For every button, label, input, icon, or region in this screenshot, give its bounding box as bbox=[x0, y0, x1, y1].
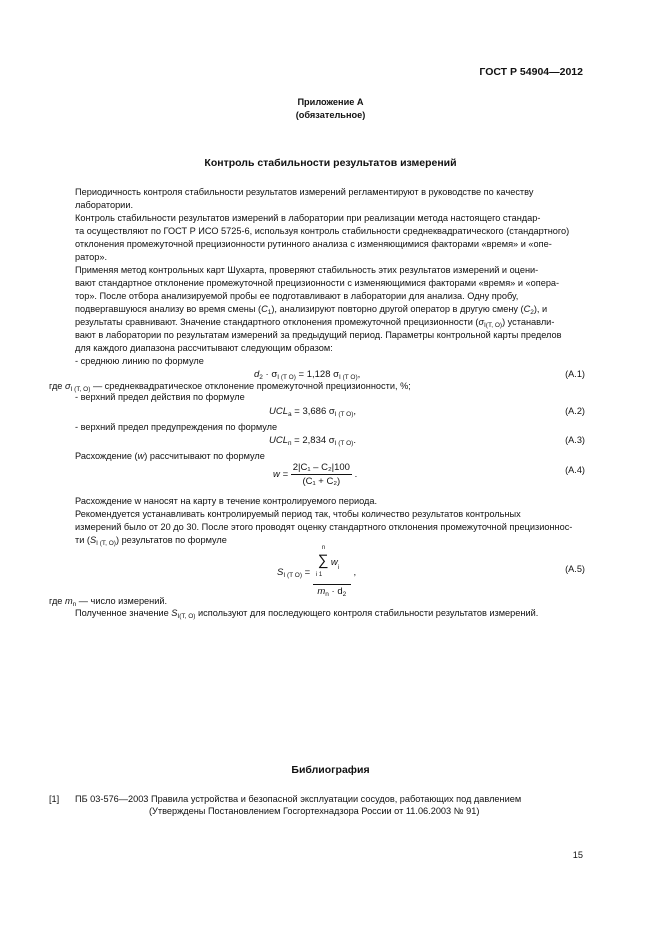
text-run: , bbox=[353, 406, 357, 417]
paragraph-line: вают в лаборатории по результатам измерений за предыдущий период. Параметры контрольной карты пределов bbox=[75, 330, 562, 340]
equation-number: (А.2) bbox=[565, 406, 585, 416]
symbol: S bbox=[171, 608, 178, 618]
subscript: 2 bbox=[342, 591, 347, 598]
text-run: где bbox=[49, 381, 63, 391]
subscript: I (T O) bbox=[334, 411, 354, 418]
paragraph-line bbox=[75, 607, 538, 624]
symbol: S bbox=[277, 566, 284, 578]
equation-number: (А.5) bbox=[565, 564, 585, 574]
paragraph-line: отклонения промежуточной прецизионности рутинного анализа с изменяющимися факторами «время» и «опе- bbox=[75, 239, 552, 249]
sum-lower-limit: i 1 bbox=[315, 572, 323, 578]
subscript: I (T, O) bbox=[70, 386, 91, 393]
list-item: - верхний предел предупреждения по формуле bbox=[75, 422, 278, 432]
paragraph-line bbox=[75, 450, 265, 463]
equation-number: (А.4) bbox=[565, 465, 585, 475]
symbol: σ bbox=[478, 317, 484, 327]
subscript: I(T, O) bbox=[177, 613, 196, 620]
text-run: Полученное значение bbox=[75, 608, 172, 618]
symbol: m bbox=[317, 586, 326, 597]
appendix-title: Приложение А bbox=[297, 97, 364, 107]
section-title: Контроль стабильности результатов измерений bbox=[204, 157, 457, 169]
appendix-type: (обязательное) bbox=[295, 110, 366, 120]
bibliography-item-number: [1] bbox=[49, 794, 60, 804]
formula-a5 bbox=[277, 547, 356, 598]
subscript: I(T, O) bbox=[484, 322, 503, 329]
subscript: n bbox=[72, 601, 77, 608]
sum-symbol: ∑ bbox=[317, 552, 329, 569]
text-run: ) рассчитывают по формуле bbox=[144, 451, 265, 461]
text-run: ), и bbox=[533, 304, 548, 314]
subscript: 1 bbox=[267, 309, 272, 316]
formula-a4 bbox=[273, 462, 357, 487]
subscript: I (T O) bbox=[283, 571, 302, 579]
text-run: . bbox=[354, 469, 358, 481]
symbol: S bbox=[89, 535, 97, 545]
paragraph-line: Рекомендуется устанавливать контролируемый период так, чтобы количество результатов контрольных bbox=[75, 509, 521, 519]
equation-number: (А.3) bbox=[565, 435, 585, 445]
text-run: Расхождение ( bbox=[75, 451, 138, 461]
page-number: 15 bbox=[572, 850, 583, 860]
text-run: = 2,834 σ bbox=[291, 435, 335, 446]
text-run: — среднеквадратическое отклонение промежуточной прецизионности, %; bbox=[90, 381, 411, 391]
text-run: — число измерений. bbox=[76, 596, 168, 606]
equation-number: (А.1) bbox=[565, 369, 585, 379]
text-run: . bbox=[353, 435, 356, 446]
subscript: 2 bbox=[259, 374, 263, 381]
subscript: I (T O) bbox=[334, 440, 354, 447]
fraction bbox=[313, 547, 351, 598]
list-item: - верхний предел действия по формуле bbox=[75, 392, 245, 402]
text-run: ) результатов по формуле bbox=[115, 535, 227, 545]
fraction-numerator bbox=[313, 547, 351, 585]
symbol: w = bbox=[273, 469, 289, 481]
text-run: где bbox=[49, 596, 65, 606]
text-run: · d bbox=[328, 586, 343, 597]
text-run: ) устанавли- bbox=[502, 317, 555, 327]
symbol: UCL bbox=[269, 435, 289, 446]
symbol: σ bbox=[64, 381, 71, 391]
text-run: ти ( bbox=[75, 535, 90, 545]
symbol: d bbox=[254, 369, 260, 380]
text-run: используют для последующего контроля стабильности результатов измерений. bbox=[195, 608, 539, 618]
list-item: - среднюю линию по формуле bbox=[75, 356, 204, 366]
formula-a3 bbox=[269, 435, 356, 447]
fraction-denominator: (C₁ + C₂) bbox=[302, 476, 341, 487]
text-run: = bbox=[302, 566, 311, 578]
bibliography-title: Библиография bbox=[291, 764, 370, 776]
paragraph-line: тор». После отбора анализируемой пробы ее подготавливают в лаборатории для анализа. Одну пробу, bbox=[75, 291, 519, 301]
text-run: ), анализируют повторно другой оператор в другую смену ( bbox=[271, 304, 524, 314]
symbol: UCL bbox=[269, 406, 289, 417]
subscript: i bbox=[337, 565, 340, 571]
symbol: m bbox=[64, 596, 73, 606]
paragraph-line: та осуществляют по ГОСТ Р ИСО 5725-6, используя контроль стабильности среднеквадратического (стандартного) bbox=[75, 226, 570, 236]
text-run: · σ bbox=[262, 369, 278, 380]
paragraph-line: Расхождение w наносят на карту в течение контролируемого периода. bbox=[75, 496, 378, 506]
text-run: , bbox=[357, 369, 361, 380]
fraction bbox=[291, 462, 352, 487]
bibliography-item-line: (Утверждены Постановлением Госгортехнадзора России от 11.06.2003 № 91) bbox=[149, 806, 480, 816]
symbol: C bbox=[523, 304, 531, 314]
paragraph-line: лаборатории. bbox=[75, 200, 134, 210]
symbol: w bbox=[330, 557, 338, 568]
fraction-numerator: 2|C₁ – C₂|100 bbox=[292, 462, 350, 473]
paragraph-line: Периодичность контроля стабильности результатов измерений регламентируют в руководстве по качеству bbox=[75, 187, 534, 197]
subscript: а bbox=[288, 411, 292, 418]
subscript: п bbox=[288, 440, 292, 447]
symbol: C bbox=[261, 304, 268, 314]
subscript: n bbox=[325, 591, 329, 598]
paragraph-line: вают стандартное отклонение промежуточной прецизионности с изменяющимися факторами «время» и «опера- bbox=[75, 278, 560, 288]
paragraph-line: ратор». bbox=[75, 252, 108, 262]
document-code: ГОСТ Р 54904—2012 bbox=[479, 66, 583, 78]
text-run: , bbox=[353, 567, 357, 578]
subscript: I (T O) bbox=[339, 374, 358, 381]
paragraph-line bbox=[75, 534, 227, 551]
subscript: I (T, O) bbox=[96, 540, 116, 547]
paragraph-line: измерений было от 20 до 30. После этого проводят оценку стандартного отклонения промежуточной прецизионнос- bbox=[75, 522, 573, 532]
paragraph-line: Применяя метод контрольных карт Шухарта, проверяют стабильность этих результатов измерений и оцени- bbox=[75, 265, 539, 275]
text-run: подвергавшуюся анализу во время смены ( bbox=[75, 304, 262, 314]
paragraph-line: Контроль стабильности результатов измерений в лаборатории при реализации метода настоящего стандар- bbox=[75, 213, 541, 223]
formula-a2 bbox=[269, 406, 356, 418]
subscript: I (T O) bbox=[277, 374, 296, 381]
sum-upper-limit: n bbox=[321, 545, 326, 551]
subscript: 2 bbox=[530, 309, 534, 316]
bibliography-item-line: ПБ 03-576—2003 Правила устройства и безопасной эксплуатации сосудов, работающих под давлением bbox=[75, 794, 522, 804]
text-run: = 3,686 σ bbox=[291, 406, 335, 417]
symbol: w bbox=[137, 451, 145, 461]
paragraph-line: для каждого диапазона рассчитывают следующим образом: bbox=[75, 343, 333, 353]
text-run: = 1,128 σ bbox=[295, 369, 339, 380]
text-run: результаты сравнивают. Значение стандартного отклонения промежуточной прецизионности ( bbox=[75, 317, 479, 327]
fraction-denominator bbox=[313, 585, 351, 598]
